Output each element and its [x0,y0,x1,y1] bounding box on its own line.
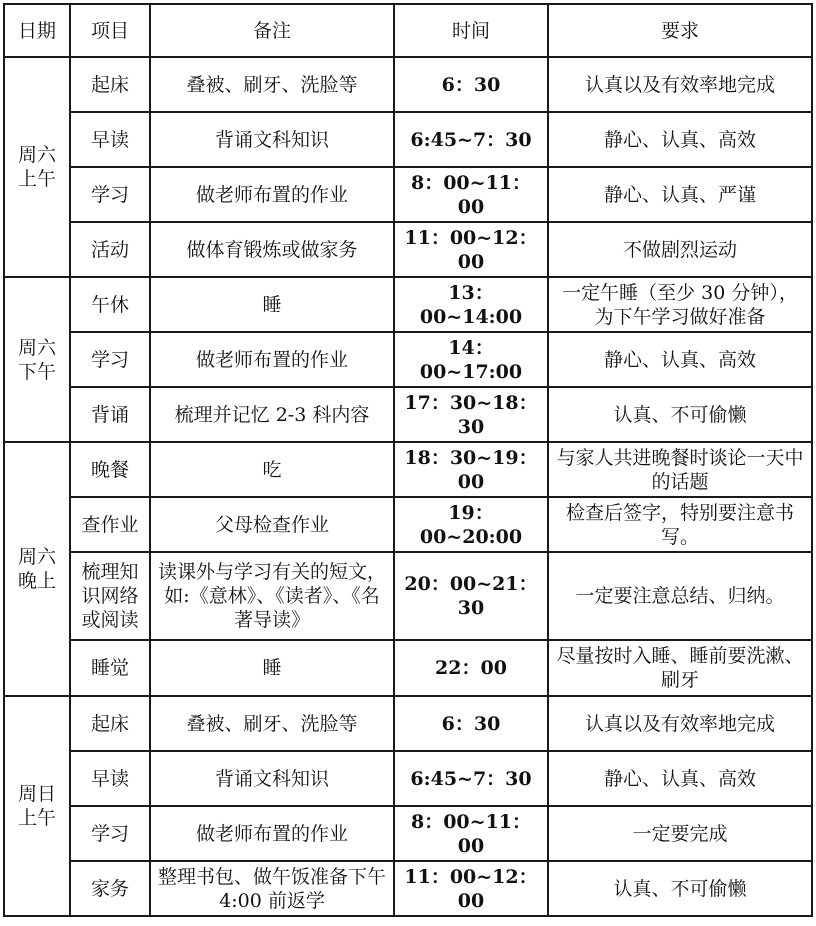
req-cell: 静心、认真、严谨 [548,167,812,222]
time-cell: 11：00~12：00 [394,222,548,277]
req-cell: 与家人共进晚餐时谈论一天中的话题 [548,442,812,497]
note-cell: 做老师布置的作业 [150,332,394,387]
time-cell: 11：00~12：00 [394,861,548,916]
time-cell: 13：00~14:00 [394,277,548,332]
table-row [4,497,812,552]
note-cell: 叠被、刷牙、洗脸等 [150,57,394,112]
table-row [4,112,812,167]
table-row [4,387,812,442]
date-day: 周六 [17,336,56,359]
header-note: 备注 [150,4,394,57]
time-cell: 6:45~7：30 [394,751,548,806]
table-row [4,806,812,861]
note-cell: 整理书包、做午饭准备下午 4:00 前返学 [150,861,394,916]
time-cell: 14：00~17:00 [394,332,548,387]
table-row [4,751,812,806]
req-cell: 静心、认真、高效 [548,112,812,167]
table-row [4,277,812,332]
req-cell: 检查后签字，特别要注意书写。 [548,497,812,552]
header-time: 时间 [394,4,548,57]
item-cell: 起床 [70,696,150,751]
table-row [4,861,812,916]
date-cell [4,57,70,277]
time-cell: 8：00~11：00 [394,806,548,861]
note-cell: 睡 [150,640,394,696]
header-req: 要求 [548,4,812,57]
item-cell: 早读 [70,112,150,167]
date-cell [4,442,70,696]
table-row [4,640,812,696]
item-cell: 学习 [70,806,150,861]
item-cell: 午休 [70,277,150,332]
time-cell: 6：30 [394,57,548,112]
note-cell: 梳理并记忆 2-3 科内容 [150,387,394,442]
item-cell: 学习 [70,332,150,387]
note-cell: 读课外与学习有关的短文，如:《意林》、《读者》、《名著导读》 [150,552,394,640]
req-cell: 不做剧烈运动 [548,222,812,277]
req-cell: 尽量按时入睡、睡前要洗漱、刷牙 [548,640,812,696]
table-row [4,696,812,751]
item-cell: 家务 [70,861,150,916]
header-item: 项目 [70,4,150,57]
item-cell: 晚餐 [70,442,150,497]
note-cell: 做老师布置的作业 [150,167,394,222]
note-cell: 睡 [150,277,394,332]
table-row [4,57,812,112]
item-cell: 学习 [70,167,150,222]
date-period: 上午 [17,168,56,190]
table-row [4,222,812,277]
time-cell: 22：00 [394,640,548,696]
req-cell: 一定要完成 [548,806,812,861]
note-cell: 父母检查作业 [150,497,394,552]
note-cell: 做老师布置的作业 [150,806,394,861]
req-cell: 认真、不可偷懒 [548,387,812,442]
time-cell: 18：30~19：00 [394,442,548,497]
table-row [4,442,812,497]
table-row [4,167,812,222]
time-cell: 8：00~11：00 [394,167,548,222]
time-cell: 20：00~21：30 [394,552,548,640]
date-period: 晚上 [17,570,56,592]
item-cell: 起床 [70,57,150,112]
date-cell [4,696,70,916]
note-cell: 叠被、刷牙、洗脸等 [150,696,394,751]
date-period: 下午 [17,360,56,383]
req-cell: 静心、认真、高效 [548,332,812,387]
req-cell: 认真、不可偷懒 [548,861,812,916]
note-cell: 背诵文科知识 [150,751,394,806]
item-cell: 梳理知识网络或阅读 [70,552,150,640]
table-row [4,332,812,387]
item-cell: 活动 [70,222,150,277]
item-cell: 睡觉 [70,640,150,696]
date-day: 周六 [17,144,56,166]
date-cell [4,277,70,442]
date-period: 上午 [17,807,56,829]
req-cell: 一定要注意总结、归纳。 [548,552,812,640]
time-cell: 6：30 [394,696,548,751]
date-day: 周六 [17,546,56,568]
item-cell: 早读 [70,751,150,806]
schedule-table [3,3,813,917]
req-cell: 认真以及有效率地完成 [548,696,812,751]
req-cell: 一定午睡（至少 30 分钟），为下午学习做好准备 [548,277,812,332]
note-cell: 做体育锻炼或做家务 [150,222,394,277]
header-date: 日期 [4,4,70,57]
header-row [4,4,812,57]
note-cell: 吃 [150,442,394,497]
time-cell: 6:45~7：30 [394,112,548,167]
date-day: 周日 [17,783,56,805]
req-cell: 认真以及有效率地完成 [548,57,812,112]
item-cell: 查作业 [70,497,150,552]
time-cell: 17：30~18：30 [394,387,548,442]
item-cell: 背诵 [70,387,150,442]
req-cell: 静心、认真、高效 [548,751,812,806]
time-cell: 19：00~20:00 [394,497,548,552]
table-row [4,552,812,640]
note-cell: 背诵文科知识 [150,112,394,167]
